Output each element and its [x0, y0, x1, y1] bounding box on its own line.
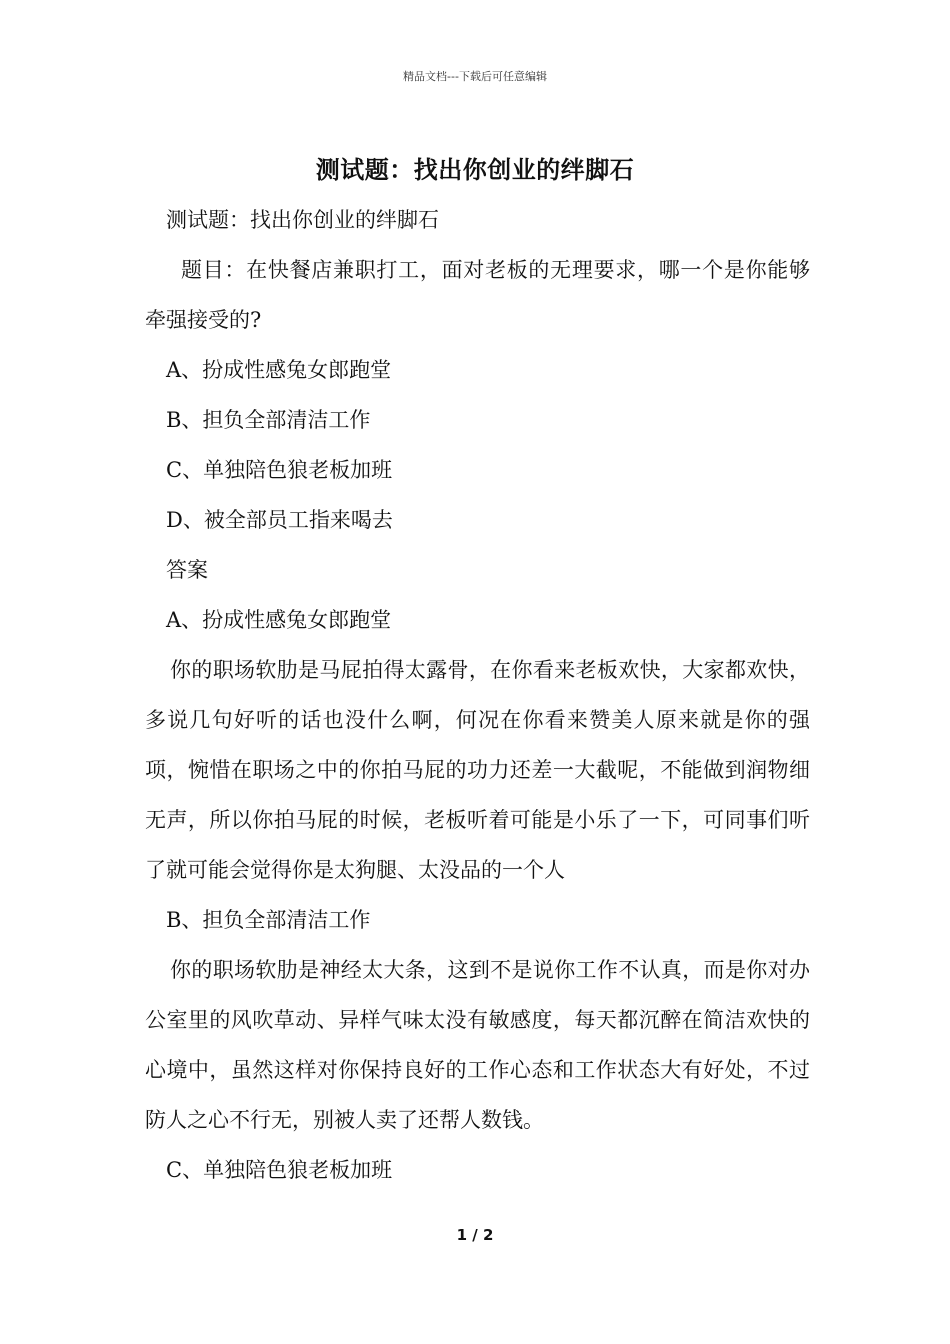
header-note: 精品文档---下载后可任意编辑 — [403, 70, 547, 83]
answer-a-text: 你的职场软肋是马屁拍得太露骨，在你看来老板欢快，大家都欢快，多说几句好听的话也没什么啊，何况在你看来赞美人原来就是你的强项，惋惜在职场之中的你拍马屁的功力还差一大截呢，不能做到润物细无声，所以你拍马屁的时候，老板听着可能是小乐了一下，可同事们听了就可能会觉得你是太狗腿、太没品的一个人 — [145, 658, 810, 882]
document-title: 测试题：找出你创业的绊脚石 — [315, 156, 635, 184]
answer-b-option: B、担负全部清洁工作 — [166, 908, 371, 932]
option-d: D、被全部员工指来喝去 — [166, 508, 393, 532]
answer-a-option: A、扮成性感兔女郎跑堂 — [166, 608, 392, 632]
document-subtitle: 测试题：找出你创业的绊脚石 — [166, 208, 439, 232]
question-text: 题目：在快餐店兼职打工，面对老板的无理要求，哪一个是你能够牵强接受的? — [145, 258, 810, 332]
answer-heading: 答案 — [166, 558, 208, 582]
document-body — [145, 195, 810, 1195]
answer-b-text: 你的职场软肋是神经太大条，这到不是说你工作不认真，而是你对办公室里的风吹草动、异样气味太没有敏感度，每天都沉醉在简洁欢快的心境中，虽然这样对你保持良好的工作心态和工作状态大有好处，不过防人之心不行无，别被人卖了还帮人数钱。 — [145, 958, 810, 1132]
option-b: B、担负全部清洁工作 — [166, 408, 371, 432]
option-a: A、扮成性感兔女郎跑堂 — [166, 358, 392, 382]
page-number: 1 / 2 — [456, 1226, 494, 1244]
answer-c-option: C、单独陪色狼老板加班 — [166, 1158, 393, 1182]
option-c: C、单独陪色狼老板加班 — [166, 458, 393, 482]
